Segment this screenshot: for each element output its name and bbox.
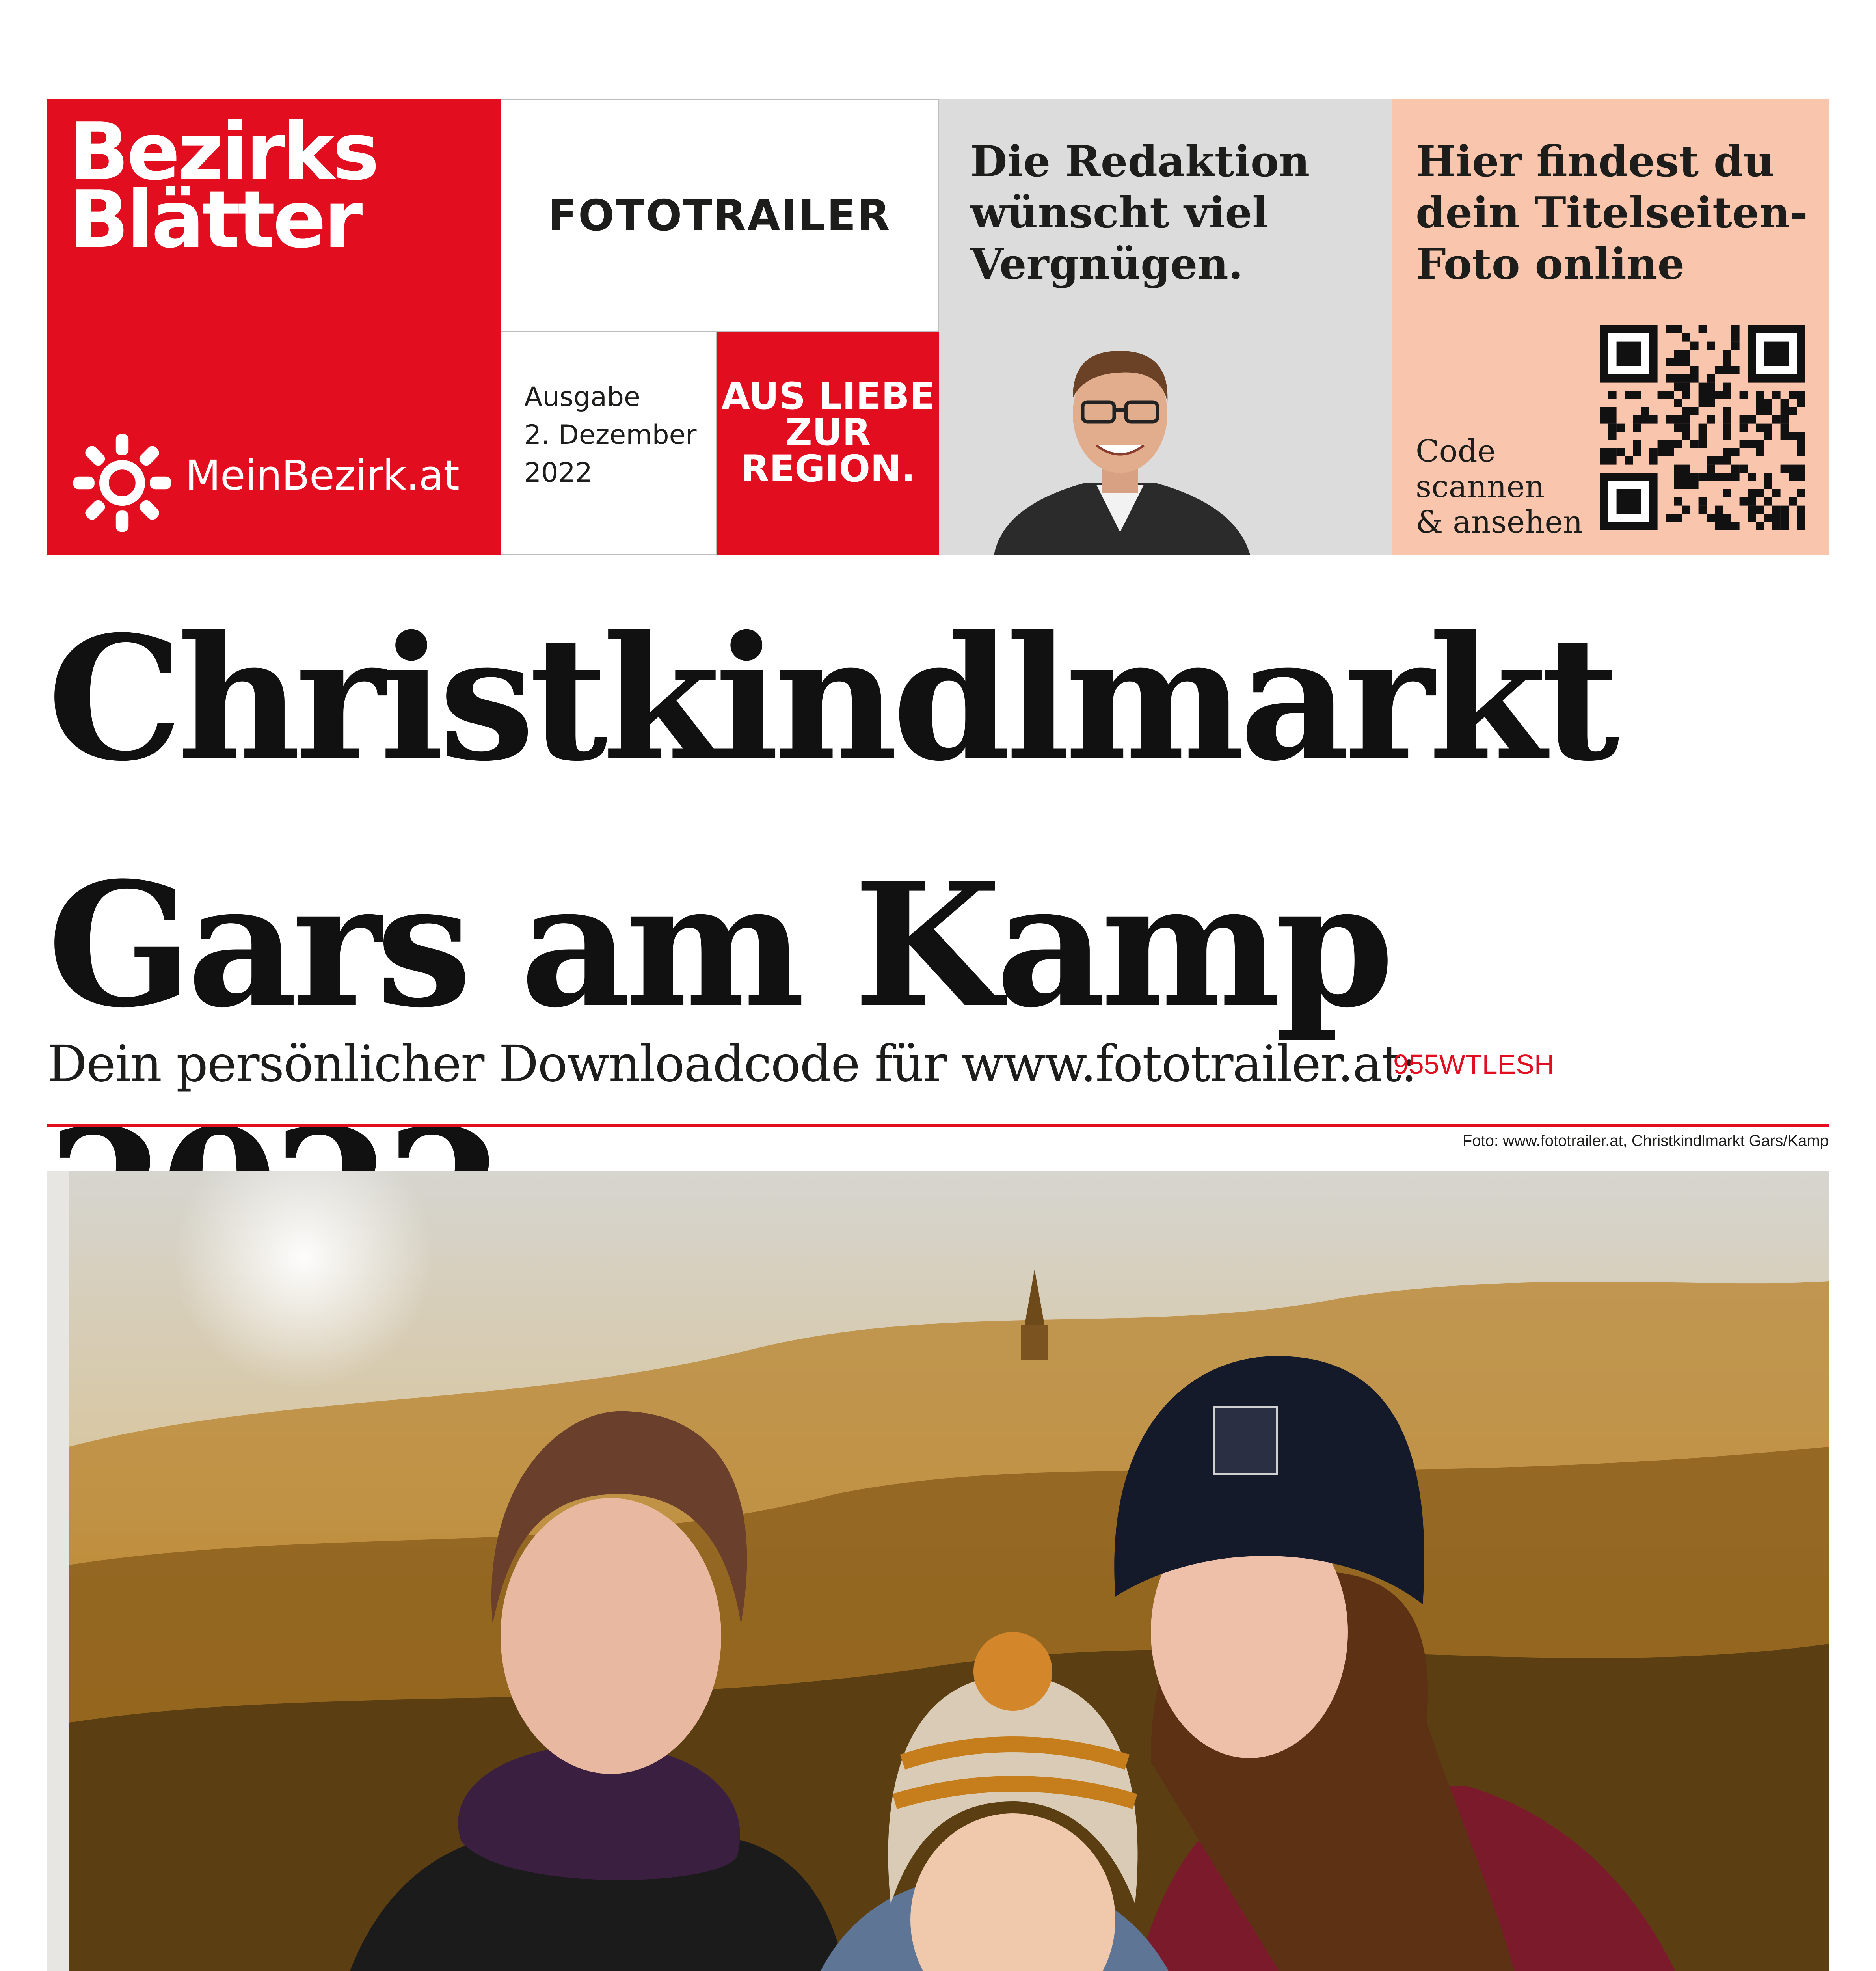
section-label: FOTOTRAILER bbox=[548, 191, 891, 240]
slogan-box bbox=[717, 332, 939, 555]
meinbezirk-sun-icon bbox=[69, 430, 175, 536]
editor-greeting bbox=[970, 136, 1310, 290]
logo-line-1: Bezirks bbox=[69, 106, 377, 198]
qr-caption bbox=[1416, 434, 1583, 540]
slogan-line-2: ZUR bbox=[785, 411, 871, 454]
section-label-box bbox=[501, 99, 939, 332]
editor-line-2: wünscht viel bbox=[970, 188, 1269, 238]
logo-line-2: Blätter bbox=[69, 174, 361, 266]
download-code[interactable]: 955WTLESH bbox=[1393, 1049, 1554, 1080]
qr-caption-line-1: Code bbox=[1416, 434, 1496, 469]
editor-greeting-box bbox=[939, 99, 1392, 555]
issue-day: 2. Dezember bbox=[524, 419, 697, 451]
slogan bbox=[717, 375, 939, 490]
slogan-line-3: REGION. bbox=[741, 447, 916, 490]
titlephoto-qr-code[interactable] bbox=[1600, 325, 1805, 530]
headline-line-2: Gars am Kamp bbox=[47, 845, 1389, 1045]
slogan-line-1: AUS LIEBE bbox=[721, 375, 935, 418]
editor-line-1: Die Redaktion bbox=[970, 137, 1310, 186]
photo-credit: Foto: www.fototrailer.at, Christkindlmarkt Gars/Kamp bbox=[1462, 1132, 1829, 1149]
qr-heading-line-3: Foto online bbox=[1416, 239, 1685, 289]
qr-caption-line-2: scannen bbox=[1416, 469, 1545, 505]
issue-info-box bbox=[501, 332, 717, 555]
headline-line-1: Christkindlmarkt bbox=[47, 598, 1614, 799]
bezirksblaetter-logo bbox=[69, 106, 377, 266]
issue-year: 2022 bbox=[524, 457, 593, 488]
bezirksblaetter-logo-block bbox=[47, 99, 501, 555]
editor-line-3: Vergnügen. bbox=[970, 239, 1243, 289]
issue-date bbox=[524, 378, 696, 492]
qr-heading-line-1: Hier findest du bbox=[1416, 137, 1774, 186]
issue-label: Ausgabe bbox=[524, 382, 640, 413]
editor-portrait bbox=[978, 327, 1262, 555]
titlephoto-qr-box bbox=[1392, 99, 1829, 555]
download-instruction: Dein persönlicher Downloadcode für www.fototrailer.at: bbox=[47, 1035, 1417, 1093]
red-divider bbox=[47, 1124, 1829, 1127]
main-photo bbox=[47, 1171, 1829, 1971]
qr-heading-line-2: dein Titelseiten- bbox=[1416, 188, 1808, 238]
meinbezirk-url: MeinBezirk.at bbox=[185, 451, 459, 499]
qr-heading bbox=[1416, 136, 1808, 290]
qr-caption-line-3: & ansehen bbox=[1416, 505, 1583, 540]
